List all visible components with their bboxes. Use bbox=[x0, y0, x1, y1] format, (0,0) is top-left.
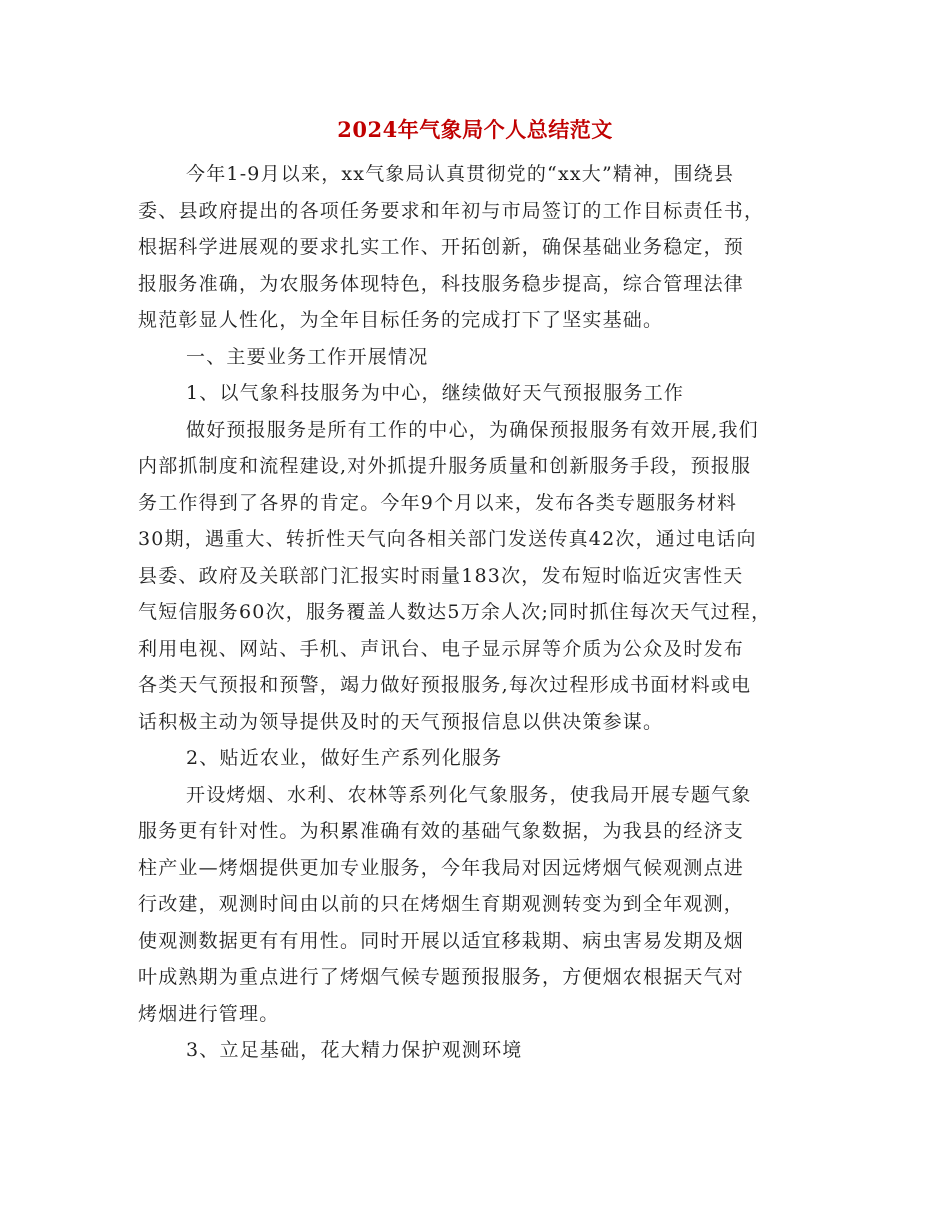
text-line: 2、贴近农业，做好生产系列化服务 bbox=[186, 747, 503, 769]
text-line: 报服务准确，为农服务体现特色，科技服务稳步提高，综合管理法律 bbox=[138, 272, 745, 295]
text-line: 今年1-9月以来，xx气象局认真贯彻党的“xx大”精神，围绕县 bbox=[186, 163, 735, 185]
document-title: 2024年气象局个人总结范文 bbox=[337, 117, 613, 142]
text-line: 根据科学进展观的要求扎实工作、开拓创新，确保基础业务稳定，预 bbox=[138, 236, 745, 258]
text-line: 行改建，观测时间由以前的只在烤烟生育期观测转变为到全年观测， bbox=[138, 893, 745, 915]
document-body bbox=[138, 156, 828, 1069]
text-line: 做好预报服务是所有工作的中心，为确保预报服务有效开展,我们 bbox=[186, 418, 759, 441]
text-line: 一、主要业务工作开展情况 bbox=[186, 345, 429, 368]
text-line: 叶成熟期为重点进行了烤烟气候专题预报服务，方便烟农根据天气对 bbox=[138, 966, 745, 988]
text-line: 委、县政府提出的各项任务要求和年初与市局签订的工作目标责任书， bbox=[138, 199, 765, 222]
text-line: 使观测数据更有有用性。同时开展以适宜移栽期、病虫害易发期及烟 bbox=[138, 929, 745, 952]
text-line: 服务更有针对性。为积累准确有效的基础气象数据，为我县的经济支 bbox=[138, 820, 745, 842]
text-line: 规范彰显人性化，为全年目标任务的完成打下了坚实基础。 bbox=[138, 309, 664, 331]
text-line: 务工作得到了各界的肯定。今年9个月以来，发布各类专题服务材料 bbox=[138, 491, 738, 514]
text-line: 开设烤烟、水利、农林等系列化气象服务，使我局开展专题气象 bbox=[186, 783, 752, 806]
text-line: 内部抓制度和流程建设,对外抓提升服务质量和创新服务手段，预报服 bbox=[138, 455, 752, 477]
text-line: 利用电视、网站、手机、声讯台、电子显示屏等介质为公众及时发布 bbox=[138, 637, 745, 660]
text-line: 各类天气预报和预警，竭力做好预报服务,每次过程形成书面材料或电 bbox=[138, 674, 752, 696]
text-line: 县委、政府及关联部门汇报实时雨量183次，发布短时临近灾害性天 bbox=[138, 564, 744, 587]
text-line: 30期，遇重大、转折性天气向各相关部门发送传真42次，通过电话向 bbox=[138, 528, 757, 550]
text-line: 3、立足基础，花大精力保护观测环境 bbox=[186, 1039, 523, 1061]
text-line: 柱产业—烤烟提供更加专业服务，今年我局对因远烤烟气候观测点进 bbox=[138, 856, 745, 879]
text-line: 话积极主动为领导提供及时的天气预报信息以供决策参谋。 bbox=[138, 710, 664, 733]
text-line: 1、以气象科技服务为中心，继续做好天气预报服务工作 bbox=[186, 382, 685, 404]
text-line: 烤烟进行管理。 bbox=[138, 1002, 280, 1025]
text-line: 气短信服务60次，服务覆盖人数达5万余人次;同时抓住每次天气过程， bbox=[138, 601, 772, 623]
